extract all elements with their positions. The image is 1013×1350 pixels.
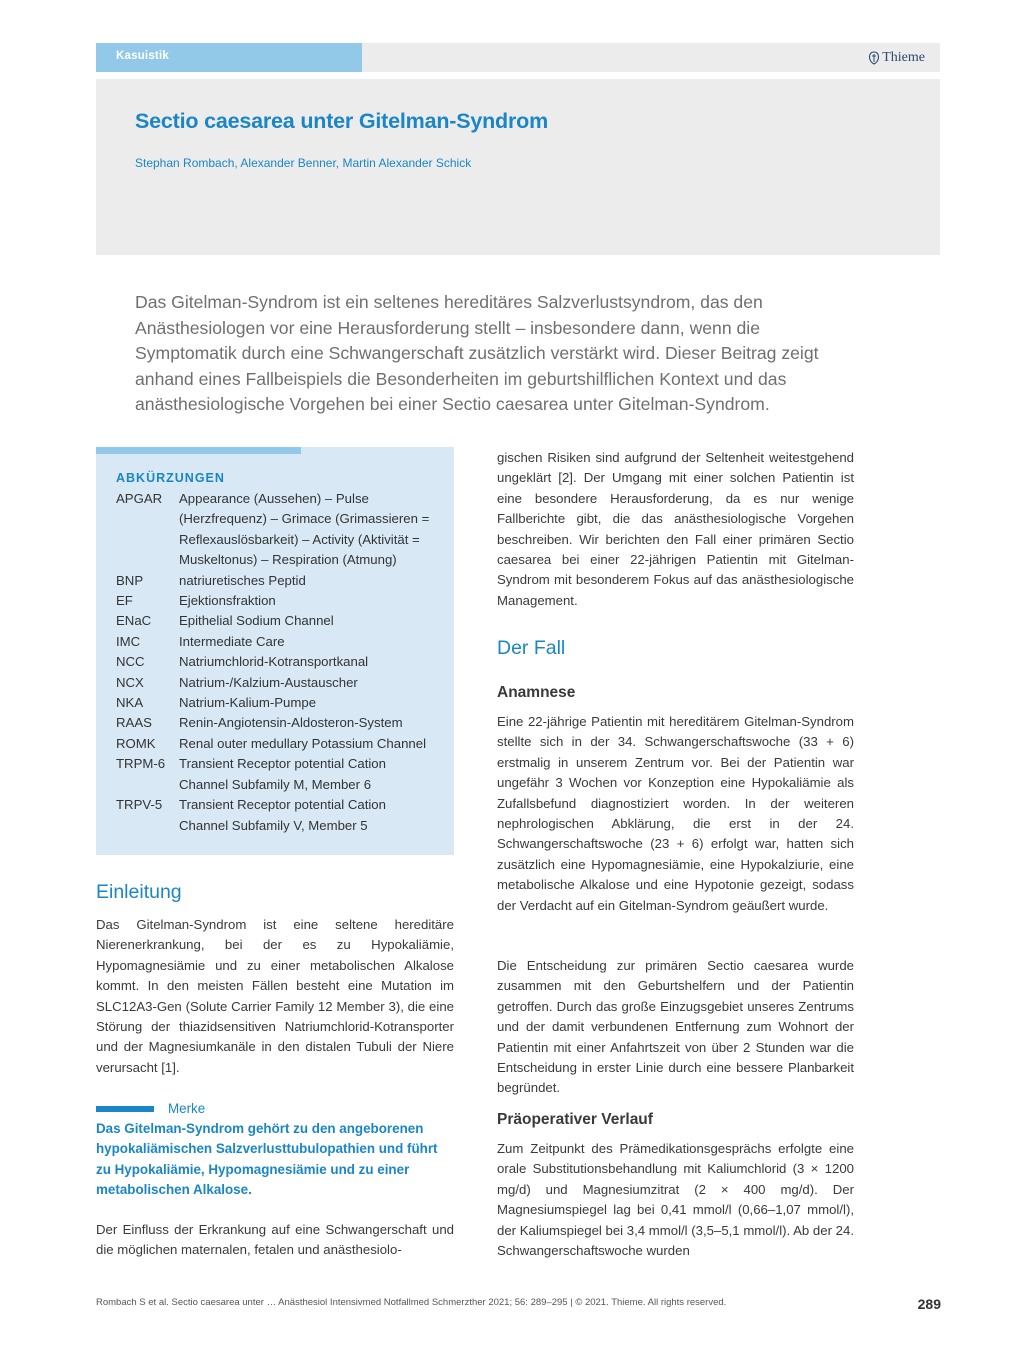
right-continuation-paragraph: gischen Risiken sind aufgrund der Seltenheit weitestgehend ungeklärt [2]. Der Umgang mit einer solchen Patientin ist eine besondere Herausforderung, da es nur wenige Fallberichte gibt, die das anästhesiologische Vorgehen beschreiben. Wir berichten den Fall einer primären Sectio caesarea bei einer 22-jährigen Patientin mit Gitelman-Syndrom mit besonderem Fokus auf das anästhesiologische Management. [497,450,854,608]
publisher-name: Thieme [882,50,925,65]
abbreviation-term: BNP [116,572,144,588]
authors: Stephan Rombach, Alexander Benner, Martin Alexander Schick [135,156,472,170]
anamnese-paragraph-1: Eine 22-jährige Patientin mit hereditärem Gitelman-Syndrom stellte sich in der 34. Schwangerschaftswoche (33 + 6) erstmalig in unserem Zentrum vor. Bei der Patientin war ungefähr 3 Wochen vor Konzeption eine Hypokaliämie als Zufallsbefund diagnostiziert worden. In der weiteren nephrologischen Abklärung, die erst in der 24. Schwangerschaftswoche (23 + 6) erfolgt war, hatten sich zusätzlich eine Hypomagnesiämie, eine Hypokalziurie, eine metabolische Alkalose und eine Hypotonie gezeigt, sodass der Verdacht auf ein Gitelman-Syndrom geäußert wurde. [497,714,854,913]
abbreviation-definition: Natrium-/Kalzium-Austauscher [179,674,358,690]
abbreviations-heading: ABKÜRZUNGEN [116,471,225,485]
abbreviation-definition: Intermediate Care [179,633,285,649]
abbreviation-row [116,754,436,795]
anamnese-paragraph-2: Die Entscheidung zur primären Sectio caesarea wurde zusammen mit den Geburtshelfern und der Patientin getroffen. Durch das große Einzugsgebiet unseres Zentrums und der damit verbundenen Entfernung zum Wohnort der Patientin mit einer Anfahrtszeit von über 2 Stunden war die Entscheidung in erster Linie durch eine bessere Planbarkeit begründet. [497,958,854,1096]
abbreviation-row [116,795,436,836]
abbreviation-row [116,693,436,713]
abbreviation-definition: Renin-Angiotensin-Aldosteron-System [179,715,403,731]
page-number: 289 [917,1296,941,1312]
footer-citation: Rombach S et al. Sectio caesarea unter … Anästhesiol Intensivmed Notfallmed Schmerzther 2021; 56: 289–295 | © 2021. Thieme. All rights reserved. [96,1297,727,1308]
abbreviation-definition: Transient Receptor potential Cation Channel Subfamily M, Member 6 [179,756,386,792]
abbreviation-row [116,734,436,754]
merke-rule [96,1106,154,1112]
abbreviation-term: ENaC [116,613,152,629]
abbreviation-definition: Natriumchlorid-Kotransportkanal [179,654,369,670]
preop-heading: Präoperativer Verlauf [497,1111,653,1128]
thieme-emblem-icon [868,51,880,65]
abbreviation-term: RAAS [116,715,152,731]
abbreviation-row [116,611,436,631]
abbreviation-definition: natriuretisches Peptid [179,572,306,588]
preop-paragraph: Zum Zeitpunkt des Prämedikationsgesprächs erfolgte eine orale Substitutionsbehandlung mit Kaliumchlorid (3 × 1200 mg/d) und Magnesiumzitrat (2 × 400 mg/d). Der Magnesiumspiegel lag bei 0,41 mmol/l (0,66–1,07 mmol/l), der Kaliumspiegel bei 3,4 mmol/l (3,5–5,1 mmol/l). Ab der 24. Schwangerschaftswoche wurden [497,1141,854,1259]
abbreviation-definition: Appearance (Aussehen) – Pulse (Herzfrequenz) – Grimace (Grimassieren = Reflexauslösbarkeit) – Activity (Aktivität = Muskeltonus) – Respiration (Atmung) [179,491,430,568]
abbreviation-term: NCX [116,674,144,690]
merke-text: Das Gitelman-Syndrom gehört zu den angeborenen hypokaliämischen Salzverlusttubulopathien und führt zu Hypokaliämie, Hypomagnesiämie und zu einer metabolischen Alkalose. [96,1121,438,1198]
abbreviation-term: TRPV-5 [116,797,163,813]
abbreviation-row [116,591,436,611]
abbreviation-definition: Transient Receptor potential Cation Channel Subfamily V, Member 5 [179,797,386,833]
abbreviation-term: EF [116,593,133,609]
article-title: Sectio caesarea unter Gitelman-Syndrom [135,109,548,133]
abbreviation-term: ROMK [116,735,156,751]
abbreviation-definition: Renal outer medullary Potassium Channel [179,735,427,751]
intro-paragraph: Das Gitelman-Syndrom ist eine seltene hereditäre Nierenerkrankung, bei der es zu Hypokaliämie, Hypomagnesiämie und zu einer metabolischen Alkalose kommt. In den meisten Fällen besteht eine Mutation im SLC12A3-Gen (Solute Carrier Family 12 Member 3), die eine Störung der thiazidsensitiven Natriumchlorid-Kotransporter und der Magnesiumkanäle in den distalen Tubuli der Niere verursacht [1]. [96,917,454,1075]
abbreviation-definition: Epithelial Sodium Channel [179,613,334,629]
abbreviation-term: TRPM-6 [116,756,166,772]
left-continuation-paragraph: Der Einfluss der Erkrankung auf eine Schwangerschaft und die möglichen maternalen, fetalen und anästhesiolo- [96,1222,454,1258]
abbreviation-row [116,652,436,672]
abbreviation-definition: Natrium-Kalium-Pumpe [179,695,317,711]
abbreviation-row [116,713,436,733]
abbreviations-accent [96,447,301,454]
abbreviation-definition: Ejektionsfraktion [179,593,276,609]
abbreviation-term: IMC [116,633,141,649]
intro-heading: Einleitung [96,881,182,903]
abbreviation-row [116,673,436,693]
abbreviation-term: APGAR [116,491,163,506]
abbreviation-row [116,571,436,591]
abbreviation-term: NKA [116,695,144,711]
abbreviations-list [116,489,436,836]
section-label: Kasuistik [116,50,169,62]
abbreviation-row [116,632,436,652]
case-heading: Der Fall [497,637,566,659]
publisher-logo [868,50,925,66]
abstract: Das Gitelman-Syndrom ist ein seltenes hereditäres Salzverlustsyndrom, das den Anästhesiologen vor eine Herausforderung stellt – insbesondere dann, wenn die Symptomatik durch eine Schwangerschaft zusätzlich verstärkt wird. Dieser Beitrag zeigt anhand eines Fallbeispiels die Besonderheiten im geburtshilflichen Kontext und das anästhesiologische Vorgehen bei einer Sectio caesarea unter Gitelman-Syndrom. [135,292,819,415]
abbreviation-term: NCC [116,654,145,670]
merke-label: Merke [168,1101,206,1116]
anamnese-heading: Anamnese [497,684,576,701]
abbreviation-row [116,489,436,571]
